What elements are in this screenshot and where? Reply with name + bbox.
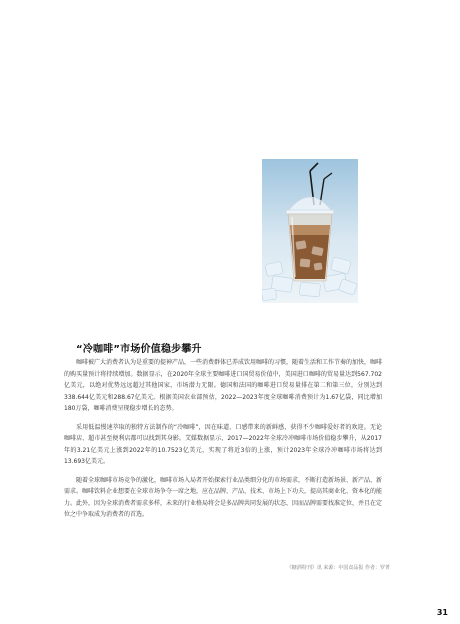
article-body [64, 357, 382, 528]
source-credit: 《糖酒特刊》讯 来源：中国食品报 作者：罗菁 [286, 565, 390, 571]
paragraph: 采用低温慢速萃取的独特方法制作的“冷咖啡”，因在味道、口感带来的新鲜感，获得不少咖啡爱好者的欢迎。无论咖啡店、超市甚至便利店都可以找到其身影。艾媒数据显示，2017—2022年全球冷冲咖啡市场价值稳步攀升，从2017年的3.21亿美元上涨到2022年的10.7523亿美元，实现了将近3倍的上涨，预计2023年全球冷冲咖啡市场将达到13.693亿美元。 [64, 423, 382, 465]
page-number: 31 [436, 608, 448, 617]
iced-coffee-image [262, 159, 358, 303]
paragraph: 随着全球咖啡市场竞争的激化，咖啡市场入局者开始探索行业品类细分化的市场需求，不断打造新场景、新产品、新需求。咖啡饮料企业想要在全球市场争夺一席之地，应在品牌、产品、技术、市场上下功夫，提高其商业化、资本化的能力。此外，因为全球消费者需求多样，未来的行业格局将会是多品牌共同发展的状态，因而品牌需要找准定位，并且在定位之中争取成为消费者的首选。 [64, 476, 383, 518]
section-heading: “冷咖啡”市场价值稳步攀升 [76, 344, 202, 355]
paragraph: 咖啡被广大消费者认为是重要的提神产品，一些消费群体已养成饮用咖啡的习惯，随着生活和工作节奏的加快，咖啡的购买量预计将持续增加。数据显示，在2020年全球主要咖啡进口国贸易价值中，美国进口咖啡的贸易量达到567.702亿美元，以绝对优势远远超过其他国家，市场潜力无限。德国和法国的咖啡进口贸易量排在第二和第三位，分别达到338.644亿美元和288.67亿美元。根据美国农业部预估，2022—2023年度全球咖啡消费预计为1.67亿袋，同比增加180万袋，咖啡消费呈现稳步增长的态势。 [64, 359, 383, 412]
iced-coffee-photo [262, 159, 358, 303]
